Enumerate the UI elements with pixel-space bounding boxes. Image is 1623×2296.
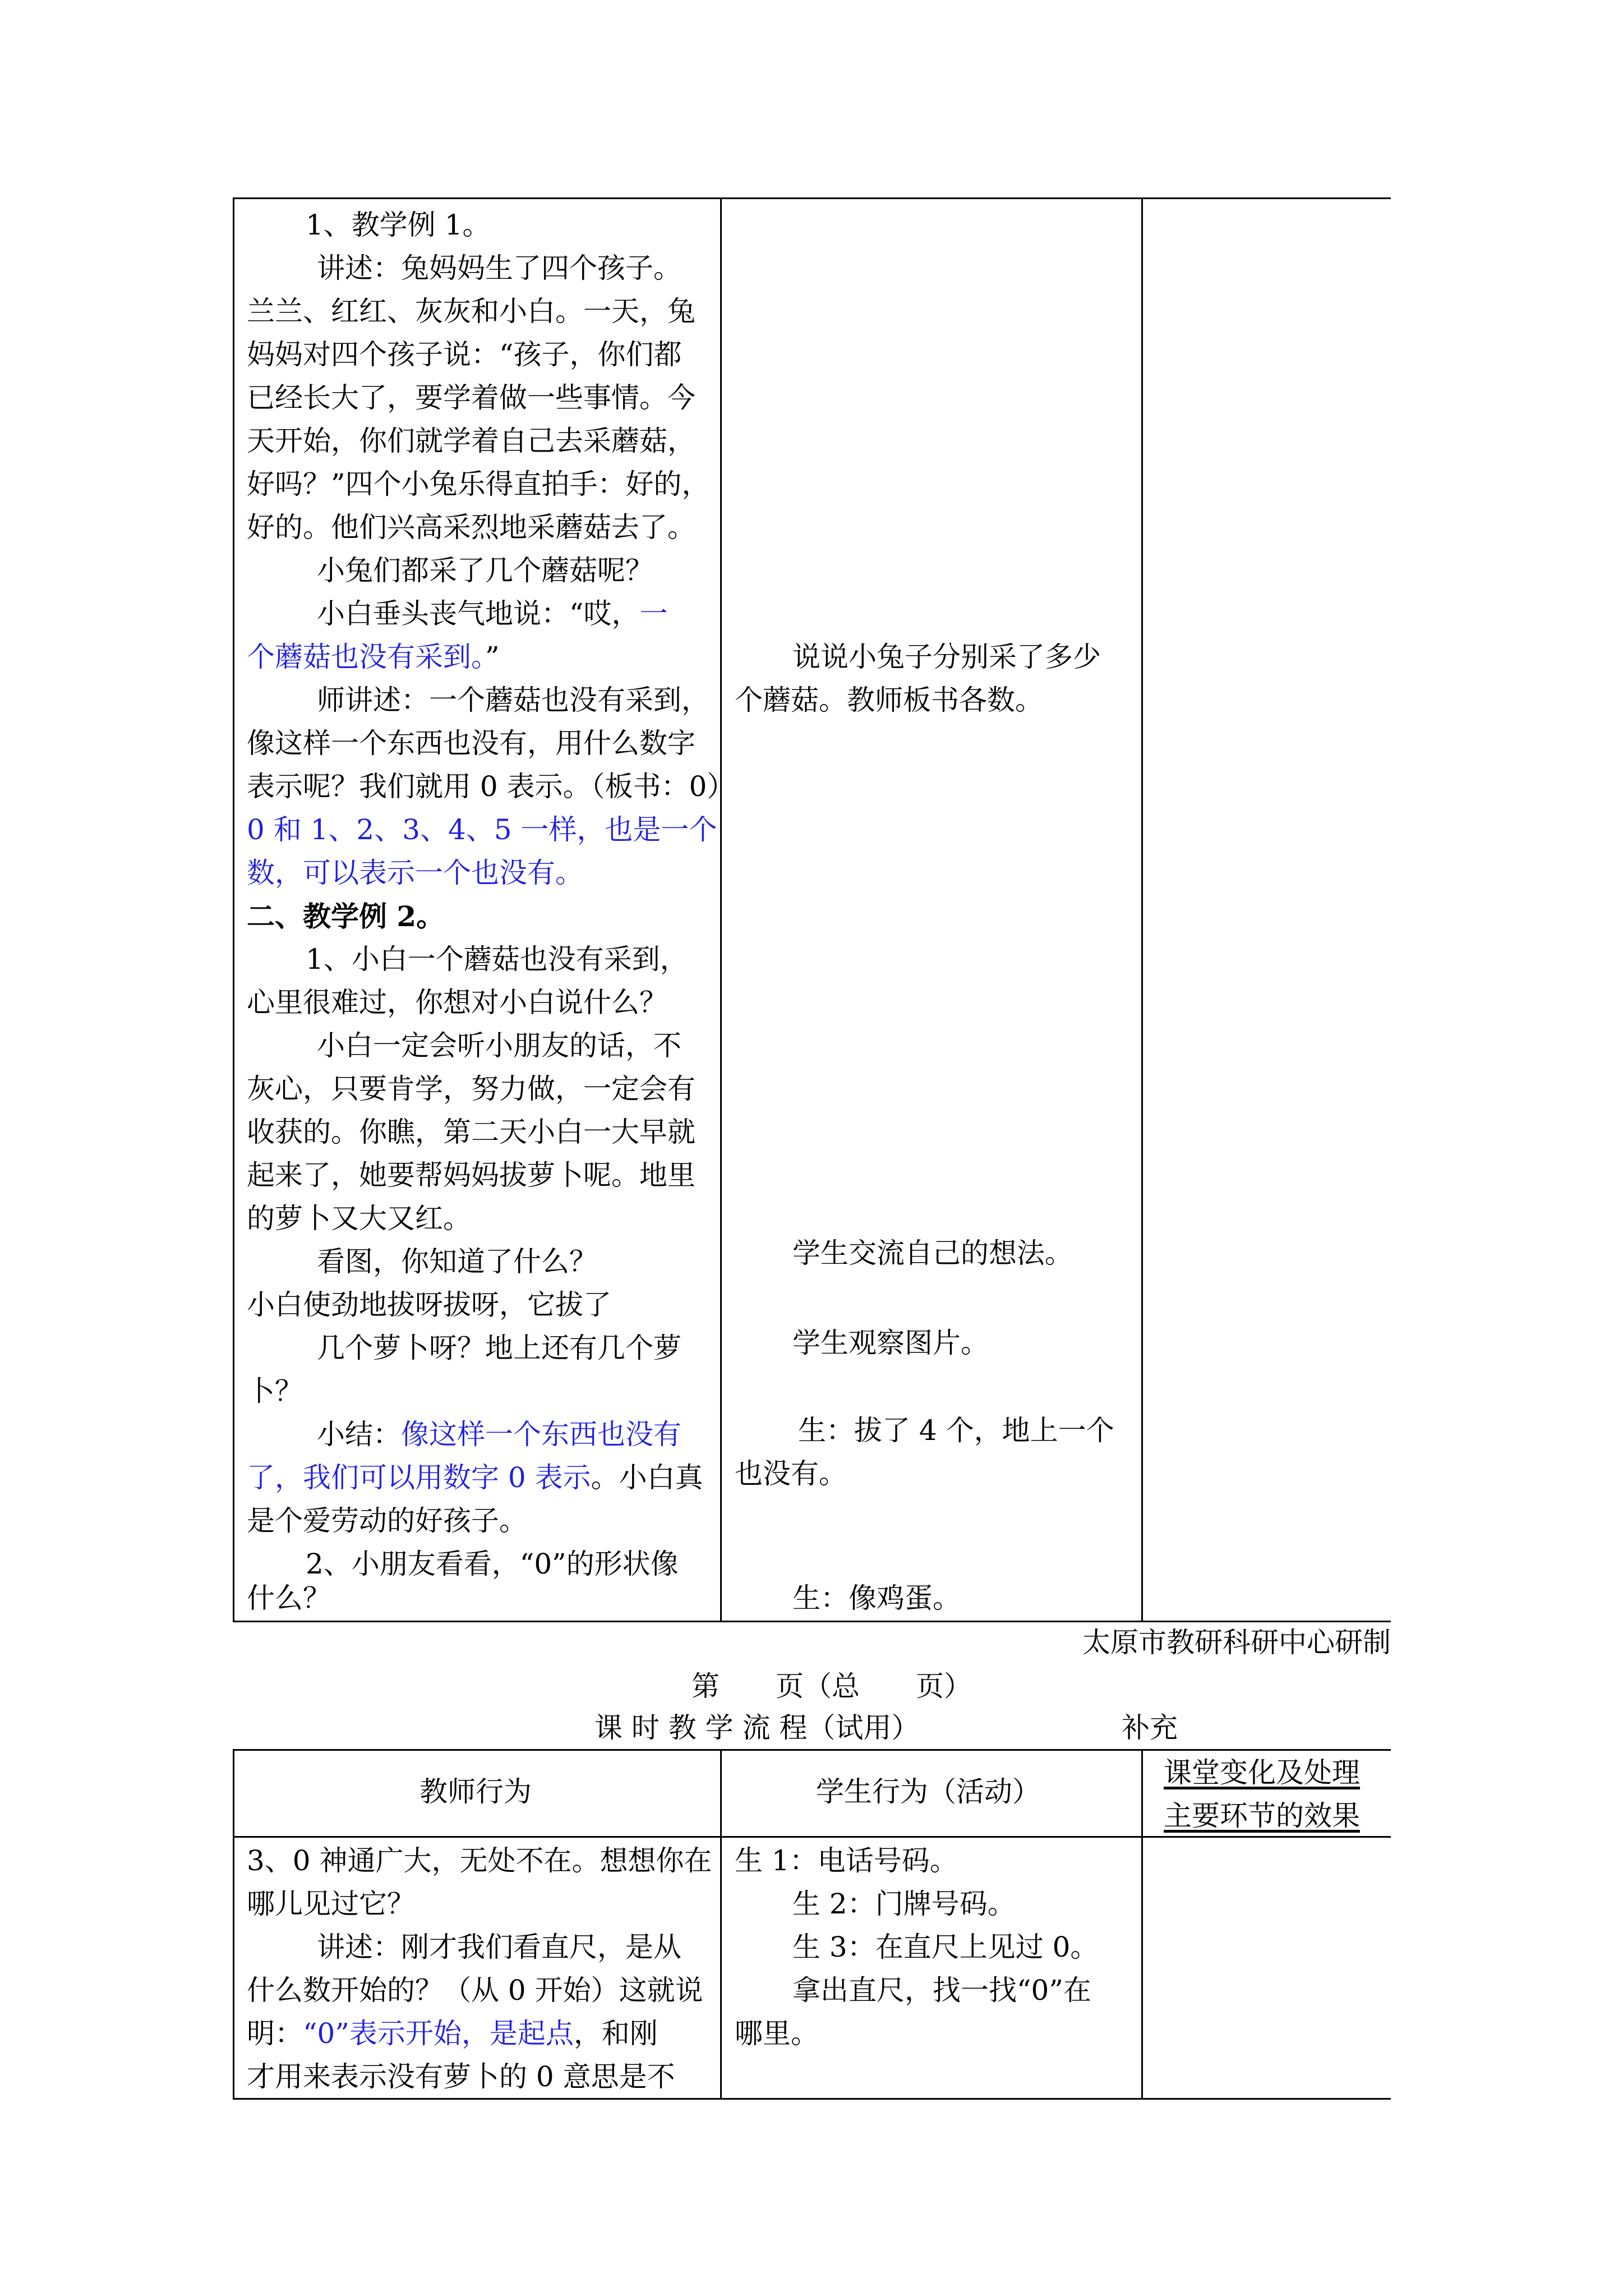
teacher-line: 师讲述：一个蘑菇也没有采到， (317, 684, 709, 716)
teacher-line: 看图，你知道了什么？ (317, 1245, 597, 1278)
student-line: 也没有。 (735, 1457, 847, 1490)
teacher-line: 小白使劲地拔呀拔呀，它拔了 (247, 1289, 611, 1321)
teacher-line: 才用来表示没有萝卜的 0 意思是不 (247, 2060, 675, 2093)
table2-top-border (233, 1749, 1391, 1751)
student-line: 拿出直尺，找一找“0”在 (792, 1974, 1091, 2007)
table1-left-border (233, 197, 234, 1622)
column-header-teacher: 教师行为 (419, 1775, 532, 1808)
teacher-text-highlight: 个蘑菇也没有采到。 (247, 641, 485, 673)
teacher-line: 表示呢？我们就用 0 表示。（板书：0） (247, 770, 735, 803)
supplement-label: 补充 (1122, 1711, 1178, 1744)
teacher-line (317, 592, 668, 636)
teacher-line: 数，可以表示一个也没有。 (247, 857, 583, 889)
teacher-line: 讲述：刚才我们看直尺，是从 (317, 1931, 681, 1963)
teacher-text-highlight: 一 (639, 597, 668, 630)
teacher-text-highlight: 了，我们可以用数字 0 表示 (247, 1461, 591, 1494)
teacher-text: ，和刚 (573, 2017, 658, 2050)
teacher-line (247, 2012, 658, 2055)
teacher-text: 小白垂头丧气地说：“哎， (317, 597, 640, 630)
student-line: 生：拔了 4 个，地上一个 (798, 1414, 1114, 1447)
student-line: 生 1：电话号码。 (735, 1844, 958, 1877)
teacher-line: 0 和 1、2、3、4、5 一样，也是一个 (247, 813, 717, 846)
teacher-line (247, 1456, 703, 1499)
teacher-text: 明： (247, 2017, 303, 2050)
teacher-line: 天开始，你们就学着自己去采蘑菇， (247, 425, 695, 457)
table2-divider-2 (1141, 1749, 1143, 2100)
teacher-line: 灰心，只要肯学，努力做，一定会有 (247, 1073, 695, 1105)
teacher-line: 卜？ (247, 1375, 303, 1407)
teacher-line: 2、小朋友看看，“0”的形状像 (306, 1548, 679, 1580)
teacher-line: 收获的。你瞧，第二天小白一大早就 (247, 1116, 695, 1148)
form-title: 课 时 教 学 流 程（试用） (594, 1711, 920, 1744)
student-line: 个蘑菇。教师板书各数。 (735, 684, 1043, 716)
teacher-line: 妈妈对四个孩子说：“孩子，你们都 (247, 338, 682, 371)
teacher-line: 什么数开始的？（从 0 开始）这就说 (247, 1974, 703, 2007)
table1-divider-2 (1141, 197, 1143, 1622)
table2-divider-1 (720, 1749, 722, 2100)
teacher-line: 讲述：兔妈妈生了四个孩子。 (317, 252, 681, 284)
teacher-line: 好吗？”四个小兔乐得直拍手：好的， (247, 468, 710, 500)
teacher-line: 小兔们都采了几个蘑菇呢？ (317, 554, 653, 587)
teacher-line: 心里很难过，你想对小白说什么？ (247, 986, 667, 1019)
table1-top-border (233, 197, 1391, 199)
teacher-line: 小白一定会听小朋友的话，不 (317, 1029, 681, 1062)
teacher-text: ” (485, 641, 500, 673)
table2-left-border (233, 1749, 234, 2100)
teacher-line: 是个爱劳动的好孩子。 (247, 1504, 527, 1537)
teacher-line: 几个萝卜呀？地上还有几个萝 (317, 1332, 681, 1364)
student-line: 哪里。 (735, 2017, 819, 2050)
teacher-line: 好的。他们兴高采烈地采蘑菇去了。 (247, 511, 695, 544)
student-line: 生：像鸡蛋。 (792, 1582, 961, 1614)
student-line: 生 2：门牌号码。 (792, 1888, 1016, 1920)
student-line: 生 3：在直尺上见过 0。 (792, 1931, 1099, 1963)
column-header-student: 学生行为（活动） (816, 1775, 1040, 1808)
teacher-line: 起来了，她要帮妈妈拔萝卜呢。地里 (247, 1159, 695, 1191)
teacher-text-highlight: “0”表示开始，是起点 (303, 2017, 574, 2050)
teacher-text-highlight: 像这样一个东西也没有 (401, 1418, 681, 1451)
teacher-line: 兰兰、红红、灰灰和小白。一天，兔 (247, 295, 695, 328)
student-line: 学生交流自己的想法。 (792, 1237, 1073, 1269)
column-header-effect-line2: 主要环节的效果 (1164, 1800, 1360, 1832)
teacher-text: 小结： (317, 1418, 401, 1451)
institution-footer: 太原市教研科研中心研制 (1082, 1626, 1391, 1659)
teacher-line (247, 636, 500, 679)
section-heading: 二、教学例 2。 (247, 900, 445, 933)
teacher-line: 什么？ (247, 1582, 331, 1614)
teacher-line: 的萝卜又大又红。 (247, 1202, 471, 1235)
table1-divider-1 (720, 197, 722, 1622)
teacher-text: 。小白真 (591, 1461, 703, 1494)
teacher-line: 哪儿见过它？ (247, 1888, 415, 1920)
teacher-line: 3、0 神通广大，无处不在。想想你在 (247, 1844, 712, 1877)
teacher-line: 像这样一个东西也没有，用什么数字 (247, 727, 695, 760)
teacher-line (317, 1413, 681, 1456)
column-header-effect-line1: 课堂变化及处理 (1164, 1756, 1360, 1789)
teacher-line: 1、教学例 1。 (306, 209, 491, 241)
teacher-line: 已经长大了，要学着做一些事情。今 (247, 381, 695, 414)
teacher-line: 1、小白一个蘑菇也没有采到， (306, 943, 688, 976)
student-line: 学生观察图片。 (792, 1327, 989, 1359)
student-line: 说说小兔子分别采了多少 (792, 641, 1101, 673)
page-number-label: 第 页（总 页） (691, 1670, 972, 1703)
